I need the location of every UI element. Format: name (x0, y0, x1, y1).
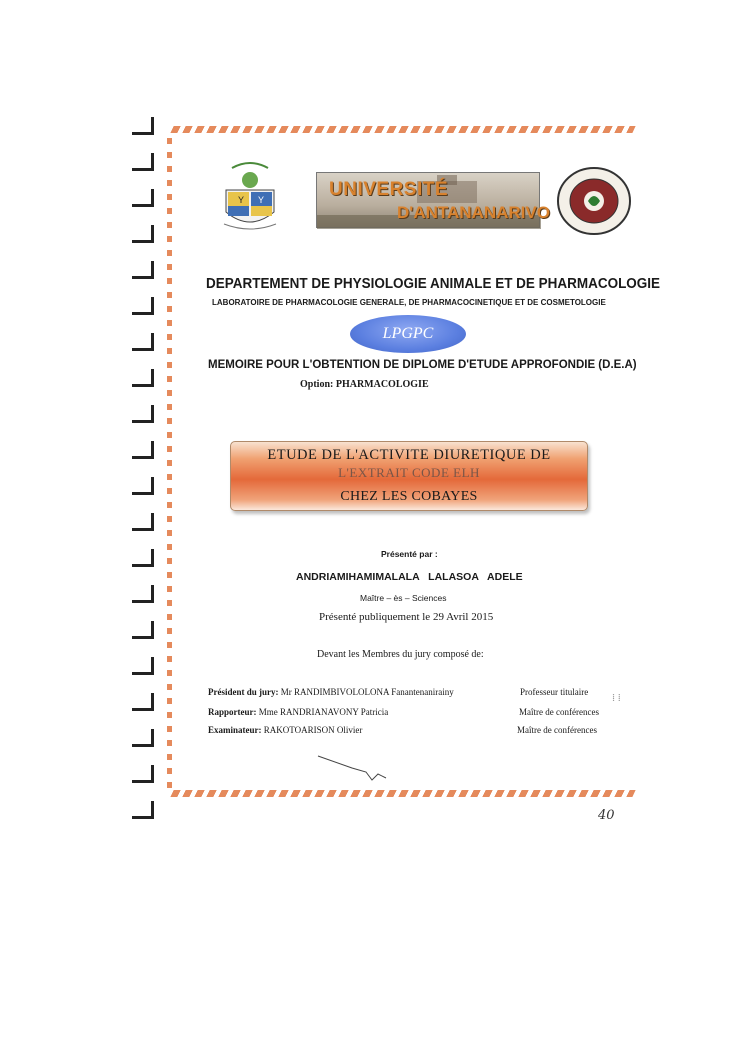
jury-member (208, 725, 362, 735)
binding-ring (132, 297, 154, 315)
author-name: ANDRIAMIHAMIMALALA LALASOA ADELE (296, 571, 523, 583)
thesis-title-line1: ETUDE DE L'ACTIVITE DIURETIQUE DE (267, 447, 551, 463)
binding-ring (132, 189, 154, 207)
option-label: Option: PHARMACOLOGIE (300, 379, 429, 390)
jury-member (208, 707, 388, 717)
faculty-crest-logo (212, 160, 288, 236)
jury-member (208, 687, 454, 697)
jury-title: Maître de conférences (517, 725, 597, 735)
binding-ring (132, 441, 154, 459)
binding-ring (132, 513, 154, 531)
thesis-title-line3: CHEZ LES COBAYES (340, 489, 478, 504)
frame-left-border (167, 138, 172, 788)
banner-title-line1: UNIVERSITÉ (329, 179, 449, 200)
jury-name: Mr RANDIMBIVOLOLONA Fanantenanirainy (280, 687, 454, 697)
jury-intro: Devant les Membres du jury composé de: (317, 649, 484, 660)
university-banner (316, 172, 550, 228)
page-number: 40 (598, 808, 615, 823)
memoire-heading: MEMOIRE POUR L'OBTENTION DE DIPLOME D'ETUDE APPROFONDIE (D.E.A) (208, 359, 637, 371)
signature-scribble (316, 752, 388, 782)
binding-ring (132, 477, 154, 495)
author-grade: Maître – ès – Sciences (360, 593, 447, 603)
binding-ring (132, 261, 154, 279)
jury-role: Examinateur: (208, 725, 262, 735)
binding-ring (132, 621, 154, 639)
jury-name: RAKOTOARISON Olivier (263, 725, 363, 735)
binding-ring (132, 369, 154, 387)
svg-text:Y: Y (258, 195, 265, 205)
jury-role: Président du jury: (208, 687, 279, 697)
binding-ring (132, 117, 154, 135)
frame-top-border (170, 126, 635, 133)
jury-role: Rapporteur: (208, 707, 257, 717)
school-seal-logo (555, 165, 633, 237)
binding-ring (132, 585, 154, 603)
presented-by-label: Présenté par : (381, 549, 438, 559)
laboratory-heading: LABORATOIRE DE PHARMACOLOGIE GENERALE, DE PHARMACOCINETIQUE ET DE COSMETOLOGIE (212, 298, 606, 307)
binding-ring (132, 729, 154, 747)
binding-ring (132, 405, 154, 423)
binding-ring (132, 333, 154, 351)
jury-title: Maître de conférences (519, 707, 599, 717)
department-heading: DEPARTEMENT DE PHYSIOLOGIE ANIMALE ET DE PHARMACOLOGIE (206, 276, 661, 292)
banner-title-line2: D'ANTANANARIVO (397, 203, 550, 222)
binding-ring (132, 801, 154, 819)
binding-ring (132, 225, 154, 243)
frame-bottom-border (170, 790, 635, 797)
jury-name: Mme RANDRIANAVONY Patricia (258, 707, 389, 717)
binding-ring (132, 153, 154, 171)
scan-specks: ⁞ ⁞ (612, 692, 621, 704)
jury-title: Professeur titulaire (520, 687, 589, 697)
lab-logo: LPGPC (350, 315, 466, 353)
thesis-title-box (230, 441, 588, 511)
thesis-title-line2: L'EXTRAIT CODE ELH (338, 465, 480, 480)
spiral-binding (118, 105, 162, 845)
binding-ring (132, 693, 154, 711)
binding-ring (132, 765, 154, 783)
svg-text:Y: Y (238, 195, 245, 205)
defense-date: Présenté publiquement le 29 Avril 2015 (319, 611, 494, 623)
binding-ring (132, 549, 154, 567)
binding-ring (132, 657, 154, 675)
